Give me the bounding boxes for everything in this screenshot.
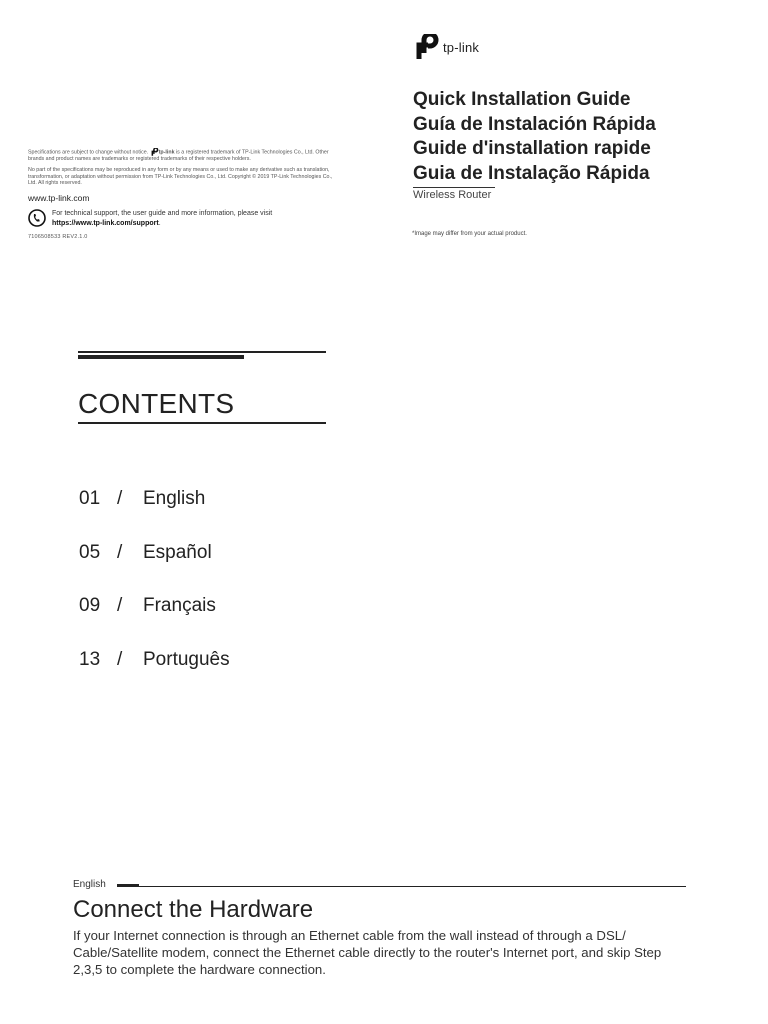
legal-trademark-text: is a registered trademark of TP-Link Technologies Co., Ltd. Other brands and product names are trademarks or registered trademarks of their respective holders. [28,149,329,162]
toc-page-number: 01 [79,488,101,509]
tp-link-mini-logo-icon [150,148,159,156]
toc-page-number: 13 [79,649,101,670]
toc-label: Português [143,649,230,670]
legal-notice [28,148,340,192]
guide-title-es: Guía de Instalación Rápida [413,113,656,135]
toc-label: Français [143,595,216,616]
toc-page-number: 09 [79,595,101,616]
toc-item-english[interactable] [79,488,205,510]
image-disclaimer: *Image may differ from your actual product. [412,231,527,237]
language-rule [139,886,686,887]
legal-spec-notice: Specifications are subject to change without notice. [28,149,149,156]
contents-top-rule [78,351,326,353]
guide-title-fr: Guide d'installation rapide [413,138,651,159]
support-url-link[interactable]: https://www.tp-link.com/support [52,219,159,227]
phone-support-icon [28,209,46,227]
toc-item-francais[interactable] [79,595,216,617]
support-description: For technical support, the user guide and more information, please visit [52,210,273,217]
support-block [28,209,272,228]
language-label: English [73,879,106,890]
support-text: For technical support, the user guide and more information, please visit https://www.tp-link.com/support. [52,210,273,227]
toc-separator: / [117,542,123,563]
legal-paragraph-trademark [28,148,340,162]
toc-separator: / [117,488,123,509]
brand-name: tp-link [443,39,480,55]
legal-brand: tp-link [158,149,175,156]
toc-separator: / [117,595,123,616]
contents-title: CONTENTS [78,388,235,419]
document-id: 7106508533 REV2.1.0 [28,234,88,240]
contents-underline [78,422,326,424]
toc-page-number: 05 [79,542,101,563]
subtitle-divider [413,187,495,188]
website-link[interactable]: www.tp-link.com [28,193,90,203]
toc-item-espanol[interactable] [79,542,212,564]
toc-label: English [143,488,206,509]
contents-thick-rule [78,355,244,359]
product-subtitle: Wireless Router [413,189,492,201]
legal-paragraph-copyright: No part of the specifications may be reproduced in any form or by any means or used to make any derivative such as translation, transformation, or adaptation without permission from TP-Link Technologies Co., Ltd. Copyright © 2019 TP-Link Technologies Co., Ltd. All rights reserved. [28,167,333,187]
toc-separator: / [117,649,123,670]
brand-logo [412,34,479,60]
guide-titles [413,88,753,186]
toc-item-portugues[interactable] [79,649,230,671]
section-body: If your Internet connection is through an Ethernet cable from the wall instead of through a DSL/ Cable/Satellite modem, connect the Ethernet cable directly to the router's Internet port, and skip Step 2,3,5 to complete the hardware connection. [73,928,662,977]
guide-title-pt: Guia de Instalação Rápida [413,162,650,184]
guide-title-en: Quick Installation Guide [413,89,631,110]
tp-link-logo-icon [412,34,440,60]
toc-label: Español [143,542,212,563]
section-title: Connect the Hardware [73,896,314,923]
language-rule-thick [117,884,139,887]
